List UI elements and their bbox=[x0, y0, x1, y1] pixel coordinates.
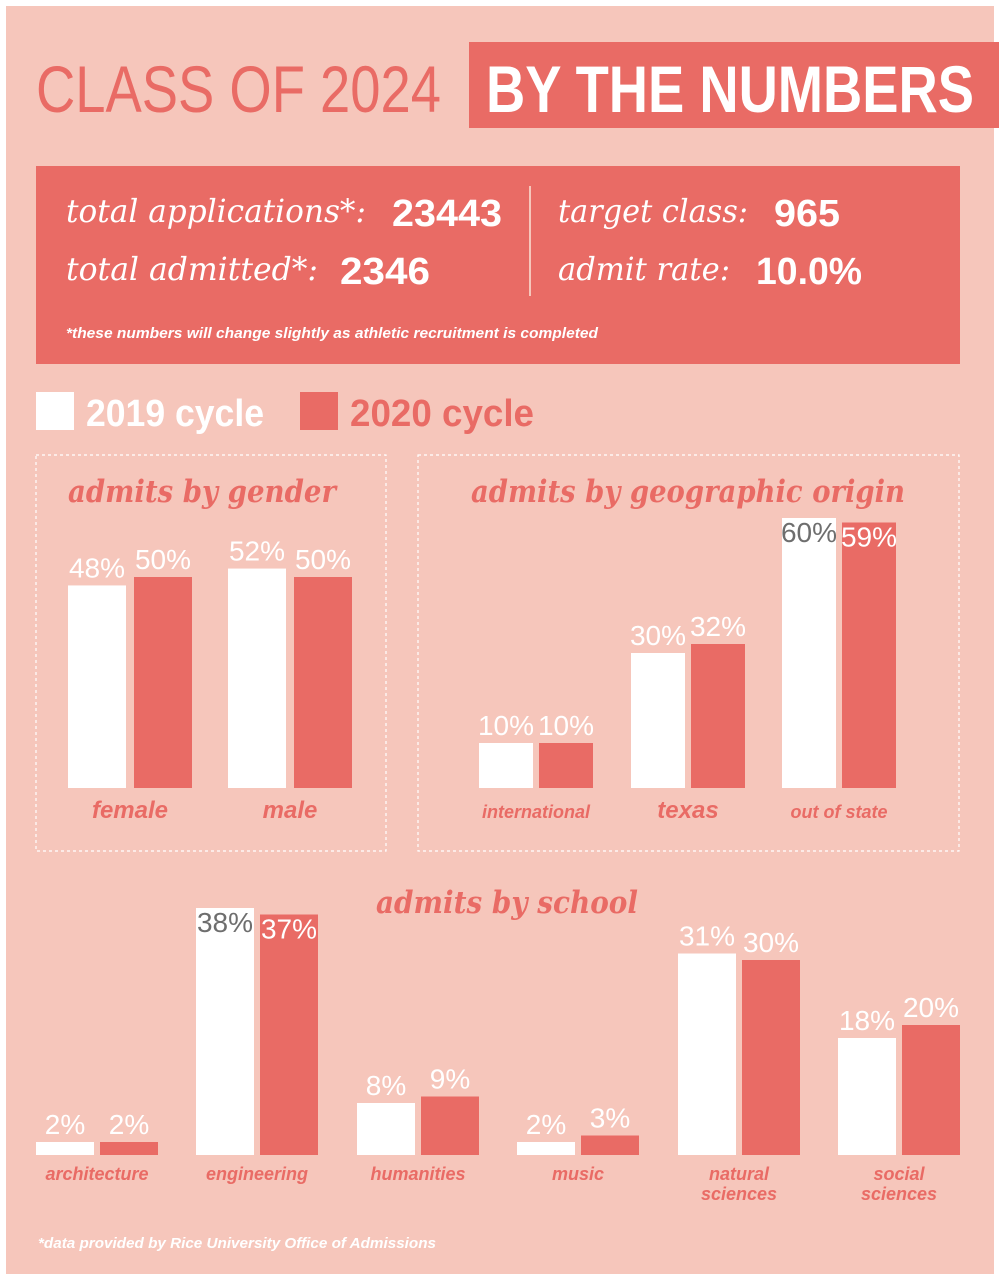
bar-0-0-1 bbox=[134, 577, 192, 788]
data-label-2-2-0: 8% bbox=[365, 1070, 407, 1101]
data-label-1-1-1: 32% bbox=[689, 611, 747, 642]
data-label-2-0-1: 2% bbox=[108, 1109, 150, 1140]
target-label: target class: bbox=[558, 192, 748, 230]
data-label-0-0-1: 50% bbox=[134, 544, 192, 575]
legend-swatch-2019 bbox=[36, 392, 74, 430]
bar-1-1-0 bbox=[631, 653, 685, 788]
data-label-0-1-0: 52% bbox=[228, 535, 286, 567]
legend-label-2020: 2020 cycle bbox=[350, 393, 534, 435]
bar-1-0-0 bbox=[479, 743, 533, 788]
bar-2-5-1 bbox=[902, 1025, 960, 1155]
data-label-2-5-1: 20% bbox=[902, 992, 960, 1023]
category-label-2-4-1: sciences bbox=[700, 1184, 778, 1204]
gender-chart-title: admits by gender bbox=[68, 474, 339, 510]
data-label-1-0-1: 10% bbox=[537, 710, 595, 741]
bar-0-1-1 bbox=[294, 577, 352, 788]
data-label-2-3-1: 3% bbox=[589, 1102, 631, 1134]
bar-2-1-0 bbox=[196, 908, 254, 1155]
applications-label: total applications*: bbox=[66, 192, 366, 230]
data-label-2-3-0: 2% bbox=[525, 1109, 567, 1140]
admitted-value: 2346 bbox=[340, 251, 430, 293]
data-label-2-2-1: 9% bbox=[429, 1063, 471, 1095]
bar-2-2-1 bbox=[421, 1097, 479, 1156]
rate-value: 10.0% bbox=[756, 251, 862, 293]
data-label-2-4-1: 30% bbox=[742, 927, 800, 958]
bar-2-0-0 bbox=[36, 1142, 94, 1155]
category-label-2-0-0: architecture bbox=[45, 1164, 149, 1184]
bar-2-0-1 bbox=[100, 1142, 158, 1155]
bar-0-1-0 bbox=[228, 569, 286, 788]
legend-label-2019: 2019 cycle bbox=[86, 393, 264, 435]
category-label-1-0-0: international bbox=[481, 802, 591, 822]
category-label-2-5-1: sciences bbox=[860, 1184, 938, 1204]
category-label-2-2-0: humanities bbox=[370, 1164, 466, 1184]
applications-value: 23443 bbox=[392, 193, 502, 235]
category-label-2-5-0: social bbox=[873, 1164, 925, 1184]
category-label-2-3-0: music bbox=[551, 1164, 605, 1184]
bar-1-0-1 bbox=[539, 743, 593, 788]
data-label-2-1-0: 38% bbox=[196, 907, 254, 938]
header-title-left: CLASS OF 2024 bbox=[36, 52, 441, 126]
category-label-0-1-0: male bbox=[262, 797, 318, 824]
bar-0-0-0 bbox=[68, 585, 126, 788]
stats-footnote: *these numbers will change slightly as athletic recruitment is completed bbox=[66, 325, 599, 342]
data-label-1-2-1: 59% bbox=[840, 521, 898, 553]
data-label-2-4-0: 31% bbox=[678, 920, 736, 952]
bar-1-2-1 bbox=[842, 523, 896, 789]
category-label-2-4-0: natural bbox=[708, 1164, 770, 1184]
admitted-label: total admitted*: bbox=[66, 250, 318, 288]
school-chart-title: admits by school bbox=[376, 885, 638, 921]
category-label-1-2-0: out of state bbox=[790, 802, 888, 822]
bar-2-4-1 bbox=[742, 960, 800, 1155]
geographic-chart-title: admits by geographic origin bbox=[471, 474, 905, 510]
category-label-2-1-0: engineering bbox=[205, 1164, 309, 1184]
data-label-2-1-1: 37% bbox=[260, 913, 318, 945]
bar-2-4-0 bbox=[678, 954, 736, 1156]
bar-1-1-1 bbox=[691, 644, 745, 788]
header-title-right: BY THE NUMBERS bbox=[486, 52, 974, 126]
bar-2-2-0 bbox=[357, 1103, 415, 1155]
legend-swatch-2020 bbox=[300, 392, 338, 430]
bar-2-1-1 bbox=[260, 915, 318, 1156]
rate-label: admit rate: bbox=[558, 250, 730, 288]
bar-2-3-1 bbox=[581, 1136, 639, 1156]
data-label-0-0-0: 48% bbox=[68, 552, 126, 584]
data-label-1-1-0: 30% bbox=[629, 620, 687, 651]
data-label-1-2-0: 60% bbox=[780, 517, 838, 548]
bar-2-3-0 bbox=[517, 1142, 575, 1155]
data-label-0-1-1: 50% bbox=[294, 544, 352, 575]
category-label-0-0-0: female bbox=[91, 797, 169, 824]
bar-1-2-0 bbox=[782, 518, 836, 788]
data-label-1-0-0: 10% bbox=[477, 710, 535, 741]
category-label-1-1-0: texas bbox=[657, 797, 719, 824]
target-value: 965 bbox=[774, 193, 840, 235]
source-note: *data provided by Rice University Office of Admissions bbox=[38, 1235, 437, 1252]
data-label-2-0-0: 2% bbox=[44, 1109, 86, 1140]
bar-2-5-0 bbox=[838, 1038, 896, 1155]
data-label-2-5-0: 18% bbox=[838, 1005, 896, 1036]
